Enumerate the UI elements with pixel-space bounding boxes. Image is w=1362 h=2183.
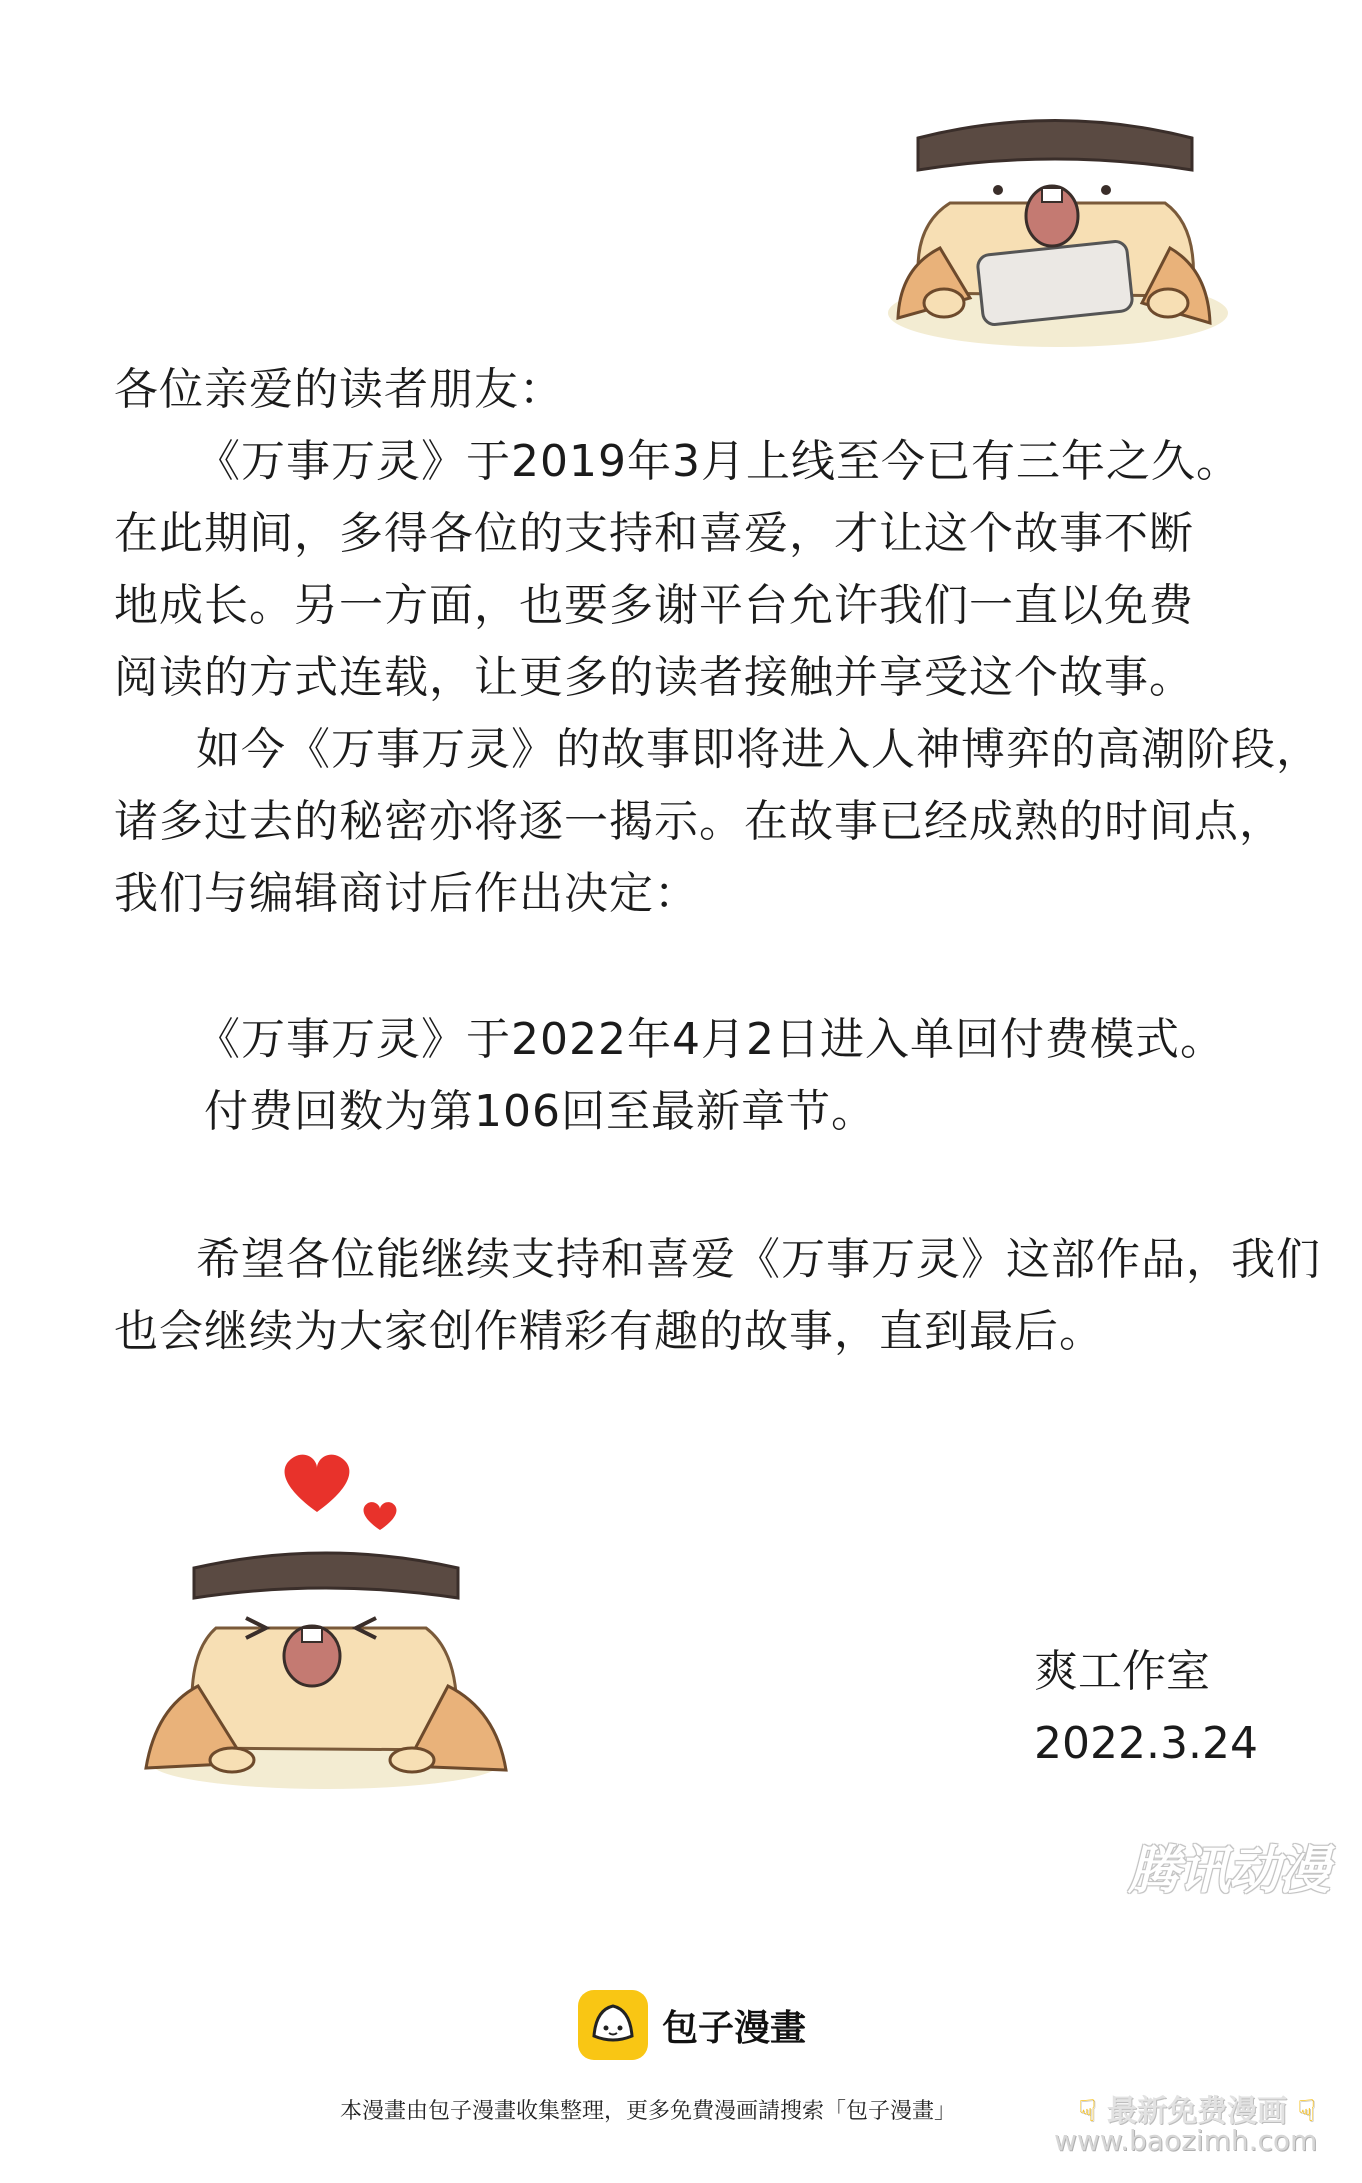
promo-banner[interactable]: [1044, 2086, 1350, 2158]
paragraph-2-line-1: 如今《万事万灵》的故事即将进入人神博弈的高潮阶段，: [196, 724, 1321, 775]
pointing-hand-icon: ☟: [1297, 2094, 1316, 2129]
promo-title: 最新免费漫画: [1107, 2094, 1287, 2129]
footer-note: 本漫畫由包子漫畫收集整理，更多免費漫画請搜索「包子漫畫」: [340, 2099, 957, 2124]
mascot-reading-illustration: [880, 108, 1230, 358]
paragraph-2-line-2: 诸多过去的秘密亦将逐一揭示。在故事已经成熟的时间点，: [114, 796, 1284, 847]
paragraph-1-line-2: 在此期间，多得各位的支持和喜爱，才让这个故事不断: [114, 508, 1194, 559]
brand-logo: [578, 1990, 806, 2060]
greeting: 各位亲爱的读者朋友：: [114, 364, 564, 415]
paragraph-1-line-1: 《万事万灵》于2019年3月上线至今已有三年之久。: [196, 436, 1241, 487]
notice-line-1: 《万事万灵》于2022年4月2日进入单回付费模式。: [196, 1014, 1225, 1065]
brand-name: 包子漫畫: [662, 2007, 807, 2049]
notice-line-2: 付费回数为第106回至最新章节。: [204, 1086, 876, 1137]
bun-icon: [578, 1990, 648, 2060]
paragraph-1-line-3: 地成长。另一方面，也要多谢平台允许我们一直以免费: [114, 580, 1194, 631]
tencent-watermark: 腾讯动漫: [1128, 1841, 1329, 1901]
promo-url[interactable]: www.baozimh.com: [1054, 2124, 1318, 2157]
paragraph-2-line-3: 我们与编辑商讨后作出决定：: [114, 868, 699, 919]
paragraph-3-line-2: 也会继续为大家创作精彩有趣的故事，直到最后。: [114, 1306, 1104, 1357]
signature-studio: 爽工作室: [1034, 1646, 1210, 1697]
paragraph-1-line-4: 阅读的方式连载，让更多的读者接触并享受这个故事。: [114, 652, 1194, 703]
signature-date: 2022.3.24: [1034, 1718, 1258, 1769]
pointing-hand-icon: ☟: [1078, 2094, 1097, 2129]
hearts-icon: [272, 1442, 412, 1542]
paragraph-3-line-1: 希望各位能继续支持和喜爱《万事万灵》这部作品，我们: [196, 1234, 1321, 1285]
mascot-happy-illustration: [136, 1538, 536, 1798]
